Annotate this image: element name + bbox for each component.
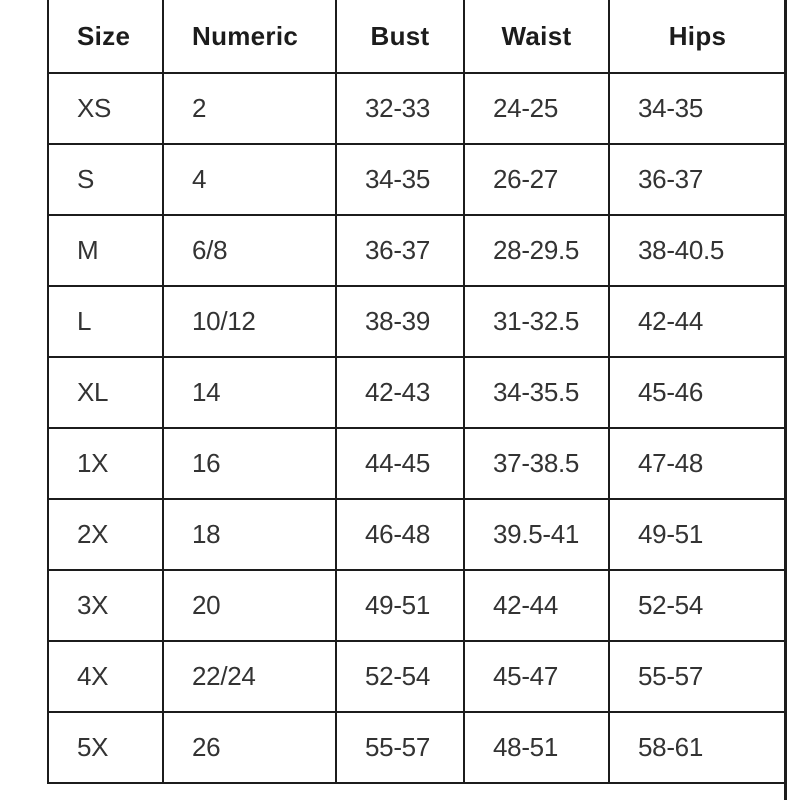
cell-size: 2X <box>48 499 163 570</box>
cell-hips: 42-44 <box>609 286 786 357</box>
header-bust: Bust <box>336 0 464 73</box>
cell-size: L <box>48 286 163 357</box>
cell-hips: 58-61 <box>609 712 786 783</box>
cell-size: XL <box>48 357 163 428</box>
cell-bust: 52-54 <box>336 641 464 712</box>
cell-waist: 45-47 <box>464 641 609 712</box>
table-row <box>48 712 786 783</box>
cell-bust: 42-43 <box>336 357 464 428</box>
cell-numeric: 16 <box>163 428 336 499</box>
cell-numeric: 20 <box>163 570 336 641</box>
cell-waist: 24-25 <box>464 73 609 144</box>
table-row <box>48 641 786 712</box>
table-row <box>48 144 786 215</box>
cell-numeric: 2 <box>163 73 336 144</box>
cell-size: 4X <box>48 641 163 712</box>
cell-hips: 36-37 <box>609 144 786 215</box>
cell-waist: 37-38.5 <box>464 428 609 499</box>
header-size: Size <box>48 0 163 73</box>
cell-hips: 45-46 <box>609 357 786 428</box>
cell-size: 5X <box>48 712 163 783</box>
cell-size: 1X <box>48 428 163 499</box>
cell-numeric: 4 <box>163 144 336 215</box>
cell-hips: 34-35 <box>609 73 786 144</box>
cell-waist: 42-44 <box>464 570 609 641</box>
cell-bust: 49-51 <box>336 570 464 641</box>
cell-bust: 46-48 <box>336 499 464 570</box>
cell-bust: 32-33 <box>336 73 464 144</box>
header-row <box>48 0 786 73</box>
cell-bust: 38-39 <box>336 286 464 357</box>
cell-numeric: 6/8 <box>163 215 336 286</box>
cell-hips: 47-48 <box>609 428 786 499</box>
cell-numeric: 22/24 <box>163 641 336 712</box>
cell-size: XS <box>48 73 163 144</box>
table-row <box>48 73 786 144</box>
cell-bust: 55-57 <box>336 712 464 783</box>
cell-waist: 31-32.5 <box>464 286 609 357</box>
cell-hips: 55-57 <box>609 641 786 712</box>
cell-numeric: 26 <box>163 712 336 783</box>
size-chart-table <box>47 0 787 784</box>
cell-waist: 48-51 <box>464 712 609 783</box>
cell-waist: 26-27 <box>464 144 609 215</box>
table-row <box>48 215 786 286</box>
cell-waist: 39.5-41 <box>464 499 609 570</box>
cell-size: 3X <box>48 570 163 641</box>
cell-waist: 28-29.5 <box>464 215 609 286</box>
cell-waist: 34-35.5 <box>464 357 609 428</box>
cell-bust: 34-35 <box>336 144 464 215</box>
table-row <box>48 286 786 357</box>
cell-bust: 44-45 <box>336 428 464 499</box>
table-row <box>48 570 786 641</box>
cell-numeric: 18 <box>163 499 336 570</box>
header-numeric: Numeric <box>163 0 336 73</box>
cell-size: M <box>48 215 163 286</box>
cell-size: S <box>48 144 163 215</box>
table-row <box>48 357 786 428</box>
cell-numeric: 14 <box>163 357 336 428</box>
cell-hips: 52-54 <box>609 570 786 641</box>
cell-hips: 38-40.5 <box>609 215 786 286</box>
cell-hips: 49-51 <box>609 499 786 570</box>
cell-numeric: 10/12 <box>163 286 336 357</box>
table-row <box>48 499 786 570</box>
header-waist: Waist <box>464 0 609 73</box>
cell-bust: 36-37 <box>336 215 464 286</box>
table-row <box>48 428 786 499</box>
header-hips: Hips <box>609 0 786 73</box>
table-right-border <box>784 0 787 800</box>
